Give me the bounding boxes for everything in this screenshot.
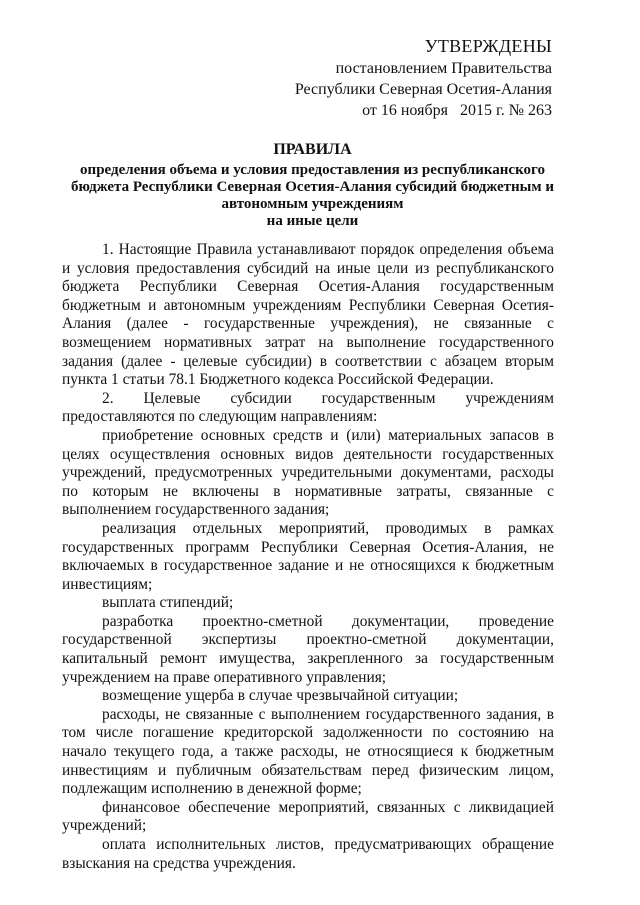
- document-body: [62, 241, 554, 873]
- approval-stamp: [295, 34, 552, 121]
- paragraph-2: 2. Целевые субсидии государственным учреждениям предоставляются по следующим направлениям:: [62, 389, 554, 426]
- approval-date-line: от 16 ноября 2015 г. № 263: [362, 102, 552, 119]
- approval-heading: УТВЕРЖДЕНЫ: [424, 36, 552, 56]
- title-main: ПРАВИЛА: [273, 141, 352, 158]
- direction-item: расходы, не связанные с выполнением государственного задания, в том числе погашение кредиторской задолженности по состоянию на начало текущего года, а также расходы, не относящиеся к бюджетным инвестициям и публичным обязательствам перед физическим лицом, подлежащим исполнению в денежной форме;: [62, 705, 554, 798]
- direction-item: выплата стипендий;: [102, 594, 234, 612]
- approval-line-1: постановлением Правительства: [335, 60, 552, 77]
- title-line-4: на иные цели: [266, 213, 359, 229]
- direction-item: разработка проектно-сметной документации, проведение государственной экспертизы проектно-сметной документации, капитальный ремонт имущества, закрепленного за государственным учреждением на праве оперативного управления;: [62, 612, 554, 686]
- direction-item: реализация отдельных мероприятий, проводимых в рамках государственных программ Республики Северная Осетия-Алания, не включаемых в государственное задание и не относящихся к бюджетным инвестициям;: [62, 519, 554, 593]
- direction-item: приобретение основных средств и (или) материальных запасов в целях осуществления основных видов деятельности государственных учреждений, предусмотренных учредительными документами, расходы по которым не включены в нормативные затраты, связанные с выполнением государственного задания;: [62, 426, 554, 519]
- approval-line-2: Республики Северная Осетия-Алания: [294, 81, 552, 98]
- paragraph-1: 1. Настоящие Правила устанавливают порядок определения объема и условия предоставления субсидий на иные цели из республиканского бюджета Республики Северная Осетия-Алания государственным бюджетным и автономным учреждениям Республики Северная Осетия-Алания (далее - государственные учреждения), не связанные с возмещением нормативных затрат на выполнение государственного задания (далее - целевые субсидии) в соответствии с абзацем вторым пункта 1 статьи 78.1 Бюджетного кодекса Российской Федерации.: [62, 241, 554, 389]
- title-line-3: автономным учреждениям: [221, 196, 404, 212]
- direction-item: оплата исполнительных листов, предусматривающих обращение взыскания на средства учреждения.: [62, 836, 554, 872]
- document-title: [62, 140, 563, 230]
- direction-item: возмещение ущерба в случае чрезвычайной ситуации;: [102, 687, 459, 705]
- title-line-1: определения объема и условия предоставления из республиканского: [80, 162, 545, 178]
- title-line-2: бюджета Республики Северная Осетия-Алания субсидий бюджетным и: [71, 179, 554, 195]
- direction-item: финансовое обеспечение мероприятий, связанных с ликвидацией учреждений;: [62, 798, 554, 835]
